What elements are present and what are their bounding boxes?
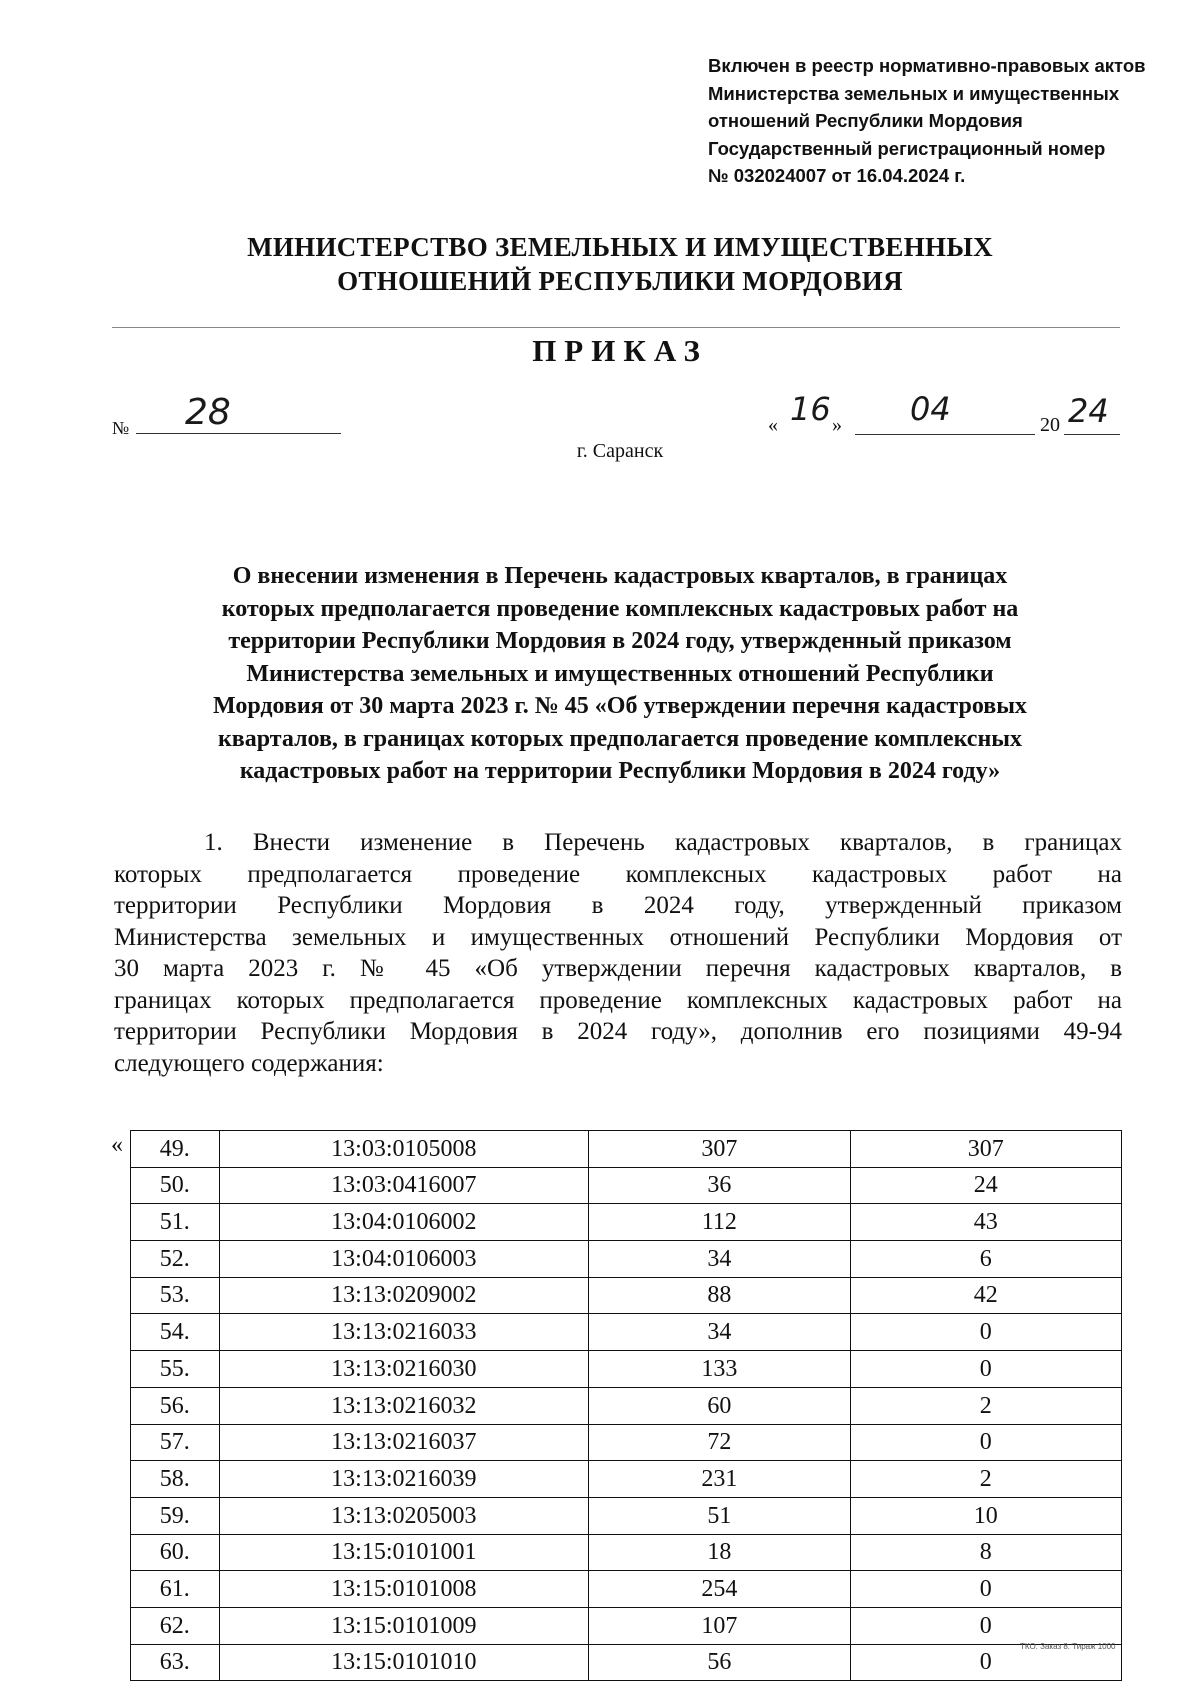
ministry-name-line1: МИНИСТЕРСТВО ЗЕМЕЛЬНЫХ И ИМУЩЕСТВЕННЫХ [247, 232, 993, 262]
table-row [131, 1167, 1122, 1204]
table-row [131, 1571, 1122, 1608]
row-number-cell: 52. [131, 1241, 220, 1278]
row-number-cell: 63. [131, 1644, 220, 1681]
table-row [131, 1387, 1122, 1424]
table-row [131, 1424, 1122, 1461]
row-number-cell: 62. [131, 1607, 220, 1644]
value-cell-b: 43 [850, 1204, 1121, 1241]
value-cell-a: 133 [589, 1351, 850, 1388]
paragraph-line: территории Республики Мордовия в 2024 году», дополнив его позициями 49-94 [114, 1018, 1122, 1045]
registry-stamp-line: № 032024007 от 16.04.2024 г. [708, 165, 966, 186]
row-number-cell: 61. [131, 1571, 220, 1608]
value-cell-a: 56 [589, 1644, 850, 1681]
registry-stamp-line: Включен в реестр нормативно-правовых актов [708, 55, 1146, 76]
paragraph-line: Министерства земельных и имущественных отношений Республики Мордовия от [114, 923, 1122, 951]
cadastral-number-cell: 13:03:0105008 [219, 1131, 588, 1168]
order-title-line: кварталов, в границах которых предполагается проведение комплексных [217, 725, 1023, 752]
row-number-cell: 53. [131, 1277, 220, 1314]
value-cell-b: 0 [850, 1424, 1121, 1461]
cadastral-number-cell: 13:13:0205003 [219, 1497, 588, 1534]
order-title-line: которых предполагается проведение комплексных кадастровых работ на [221, 595, 1019, 622]
cadastral-number-cell: 13:04:0106003 [219, 1241, 588, 1278]
cadastral-number-cell: 13:13:0216033 [219, 1314, 588, 1351]
cadastral-quarters-table [130, 1130, 1122, 1681]
date-year-prefix: 20 [1040, 414, 1060, 436]
date-open-quote: « [768, 414, 778, 436]
paragraph-line: 1. Внести изменение в Перечень кадастровых кварталов, в границах [204, 829, 1122, 856]
cadastral-number-cell: 13:03:0416007 [219, 1167, 588, 1204]
value-cell-b: 10 [850, 1497, 1121, 1534]
value-cell-b: 2 [850, 1387, 1121, 1424]
order-title [0, 560, 1200, 788]
value-cell-a: 107 [589, 1607, 850, 1644]
value-cell-a: 34 [589, 1314, 850, 1351]
value-cell-a: 88 [589, 1277, 850, 1314]
table-row [131, 1534, 1122, 1571]
order-number-handwritten: 28 [185, 392, 231, 433]
value-cell-a: 34 [589, 1241, 850, 1278]
value-cell-a: 112 [589, 1204, 850, 1241]
table-row [131, 1314, 1122, 1351]
cadastral-number-cell: 13:15:0101009 [219, 1607, 588, 1644]
value-cell-b: 2 [850, 1461, 1121, 1498]
date-day-handwritten: 16 [790, 390, 831, 428]
table-open-quote: « [111, 1132, 123, 1158]
row-number-cell: 49. [131, 1131, 220, 1168]
ministry-name [0, 230, 1200, 298]
cadastral-number-cell: 13:13:0216032 [219, 1387, 588, 1424]
value-cell-a: 307 [589, 1131, 850, 1168]
row-number-cell: 54. [131, 1314, 220, 1351]
value-cell-b: 0 [850, 1571, 1121, 1608]
order-number-line [136, 433, 341, 434]
value-cell-b: 0 [850, 1607, 1121, 1644]
value-cell-b: 42 [850, 1277, 1121, 1314]
value-cell-a: 72 [589, 1424, 850, 1461]
ministry-name-line2: ОТНОШЕНИЙ РЕСПУБЛИКИ МОРДОВИЯ [337, 266, 903, 296]
paragraph-line: следующего содержания: [114, 1049, 384, 1077]
paragraph-line: границах которых предполагается проведение комплексных кадастровых работ на [114, 986, 1122, 1014]
row-number-cell: 55. [131, 1351, 220, 1388]
table-row [131, 1277, 1122, 1314]
cadastral-number-cell: 13:13:0216039 [219, 1461, 588, 1498]
date-month-handwritten: 04 [910, 390, 951, 428]
row-number-cell: 50. [131, 1167, 220, 1204]
order-number-label: № [112, 418, 130, 438]
row-number-cell: 59. [131, 1497, 220, 1534]
cadastral-number-cell: 13:13:0216030 [219, 1351, 588, 1388]
value-cell-b: 0 [850, 1644, 1121, 1681]
value-cell-a: 60 [589, 1387, 850, 1424]
date-year-line [1064, 434, 1120, 435]
table-row [131, 1497, 1122, 1534]
row-number-cell: 57. [131, 1424, 220, 1461]
order-title-line: О внесении изменения в Перечень кадастровых кварталов, в границах [232, 563, 1008, 589]
cadastral-number-cell: 13:13:0209002 [219, 1277, 588, 1314]
value-cell-b: 8 [850, 1534, 1121, 1571]
header-divider [112, 327, 1120, 328]
row-number-cell: 60. [131, 1534, 220, 1571]
order-title-line: Мордовия от 30 марта 2023 г. № 45 «Об утверждении перечня кадастровых [213, 693, 1027, 719]
table-row [131, 1351, 1122, 1388]
value-cell-a: 18 [589, 1534, 850, 1571]
table-row [131, 1131, 1122, 1168]
table-row [131, 1607, 1122, 1644]
value-cell-b: 0 [850, 1351, 1121, 1388]
table-row [131, 1204, 1122, 1241]
cadastral-number-cell: 13:15:0101001 [219, 1534, 588, 1571]
date-year-handwritten: 24 [1068, 392, 1109, 430]
date-month-line [855, 434, 1035, 435]
document-type: ПРИКАЗ [532, 333, 708, 368]
value-cell-b: 307 [850, 1131, 1121, 1168]
printer-mark: ТКО. Заказ 8. Тираж 1000 [1020, 1642, 1116, 1651]
table-row [131, 1644, 1122, 1681]
value-cell-a: 36 [589, 1167, 850, 1204]
registry-stamp-line: Министерства земельных и имущественных [708, 82, 1120, 104]
registry-stamp [708, 52, 1178, 190]
order-title-line: территории Республики Мордовия в 2024 году, утвержденный приказом [228, 628, 1012, 654]
cadastral-number-cell: 13:15:0101008 [219, 1571, 588, 1608]
registry-stamp-line: отношений Республики Мордовия [708, 110, 1023, 131]
row-number-cell: 56. [131, 1387, 220, 1424]
cadastral-number-cell: 13:15:0101010 [219, 1644, 588, 1681]
value-cell-b: 6 [850, 1241, 1121, 1278]
value-cell-a: 231 [589, 1461, 850, 1498]
value-cell-a: 254 [589, 1571, 850, 1608]
table-row [131, 1461, 1122, 1498]
date-close-quote: » [832, 414, 842, 436]
table-row [131, 1241, 1122, 1278]
order-title-line: кадастровых работ на территории Республики Мордовия в 2024 году» [239, 758, 1001, 784]
value-cell-a: 51 [589, 1497, 850, 1534]
value-cell-b: 24 [850, 1167, 1121, 1204]
row-number-cell: 51. [131, 1204, 220, 1241]
city-name: г. Саранск [576, 440, 664, 462]
registry-stamp-line: Государственный регистрационный номер [708, 137, 1106, 159]
cadastral-number-cell: 13:13:0216037 [219, 1424, 588, 1461]
order-paragraph-1 [114, 827, 1122, 1079]
paragraph-line: территории Республики Мордовия в 2024 году, утвержденный приказом [114, 892, 1122, 919]
order-title-line: Министерства земельных и имущественных отношений Республики [246, 660, 994, 687]
row-number-cell: 58. [131, 1461, 220, 1498]
cadastral-number-cell: 13:04:0106002 [219, 1204, 588, 1241]
paragraph-line: 30 марта 2023 г. № 45 «Об утверждении перечня кадастровых кварталов, в [114, 955, 1122, 982]
paragraph-line: которых предполагается проведение комплексных кадастровых работ на [114, 860, 1122, 888]
value-cell-b: 0 [850, 1314, 1121, 1351]
